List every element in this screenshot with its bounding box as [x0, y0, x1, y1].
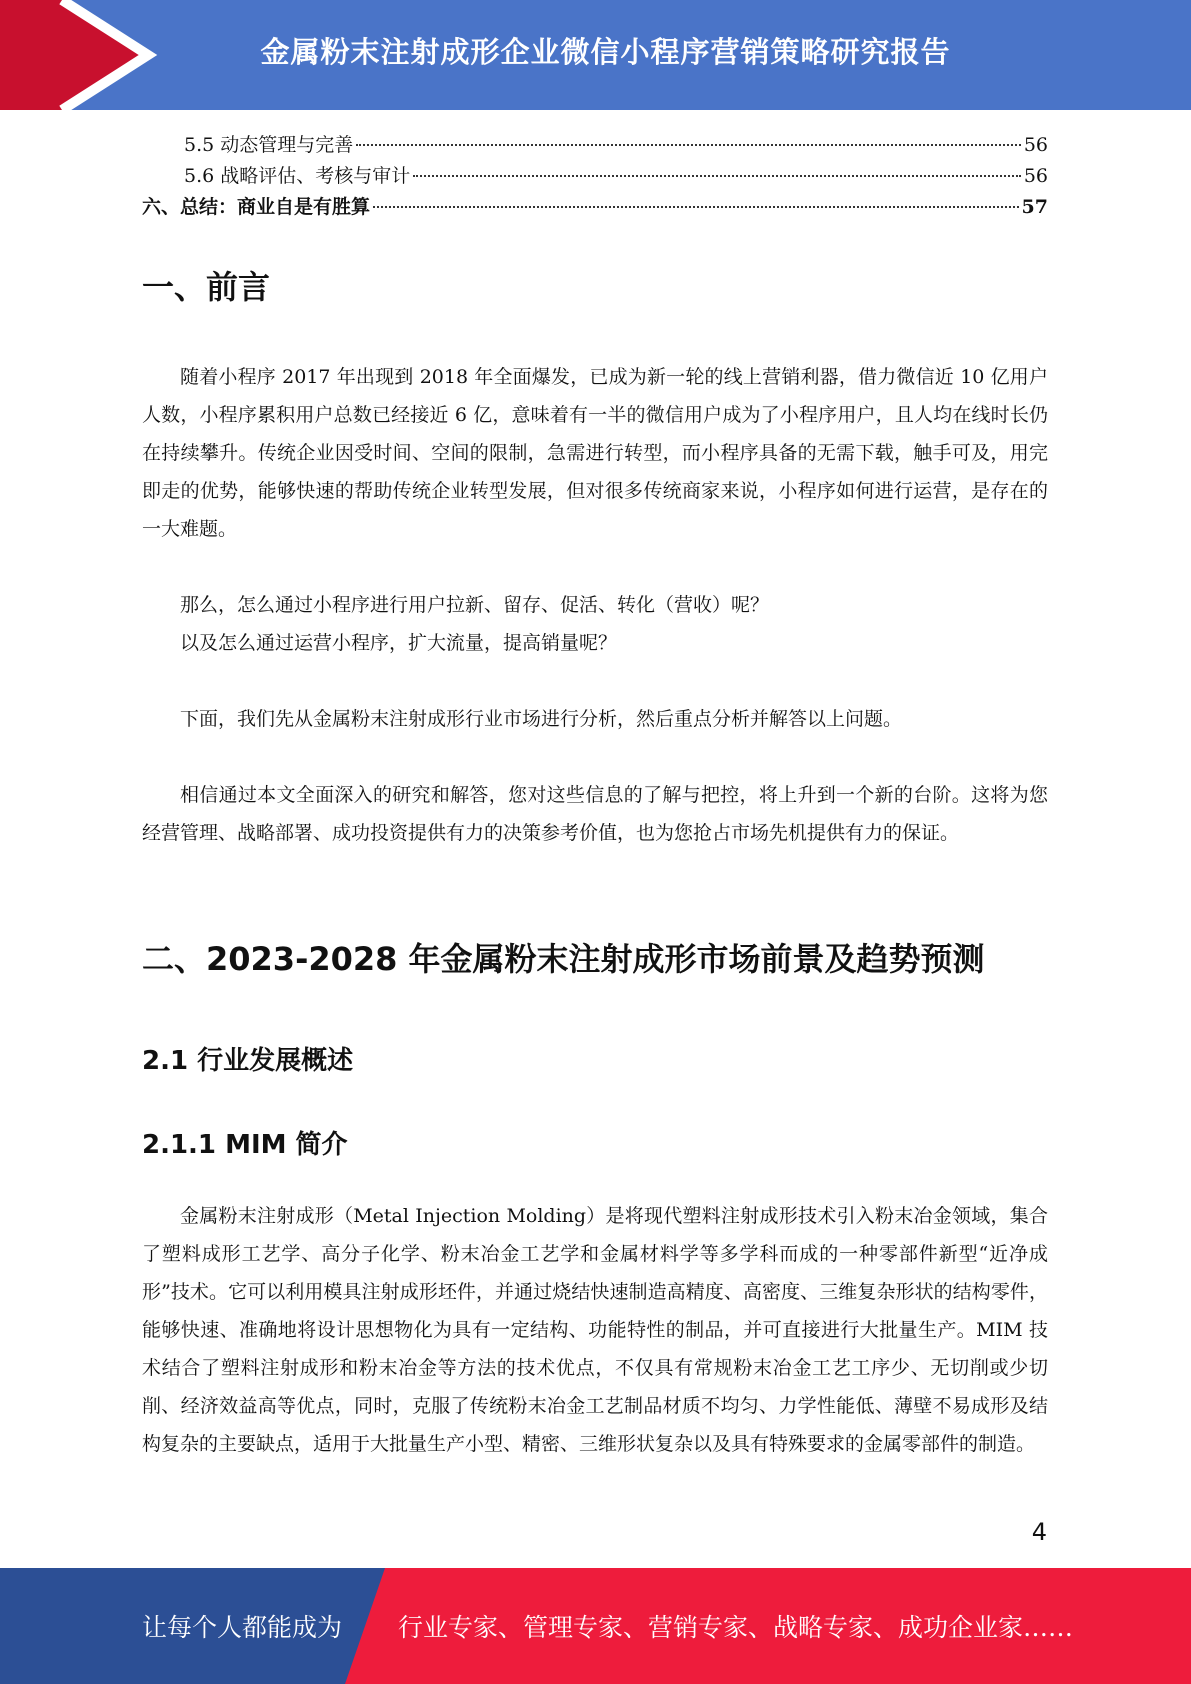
section-heading-preface: 一、前言 — [142, 268, 271, 306]
preface-paragraph-3: 以及怎么通过运营小程序，扩大流量，提高销量呢？ — [180, 632, 618, 654]
toc-entry[interactable] — [142, 192, 1048, 223]
footer-banner — [0, 1568, 1191, 1684]
preface-paragraph-1: 随着小程序 2017 年出现到 2018 年全面爆发，已成为新一轮的线上营销利器，借力微信近 10 亿用户人数，小程序累积用户总数已经接近 6 亿，意味着有一半的微信用户成为了小程序用户，且人均在线时长仍在持续攀升。传统企业因受时间、空间的限制，急需进行转型，而小程序具备的无需下载，触手可及，用完即走的优势，能够快速的帮助传统企业转型发展，但对很多传统商家来说，小程序如何进行运营，是存在的一大难题。 — [142, 366, 1048, 540]
toc-leader-dots — [356, 144, 1021, 146]
toc-leader-dots — [413, 175, 1021, 177]
subsection-heading-mim: 2.1.1 MIM 简介 — [142, 1130, 348, 1160]
section-heading-market: 二、2023-2028 年金属粉末注射成形市场前景及趋势预测 — [142, 940, 985, 978]
preface-paragraph-4: 下面，我们先从金属粉末注射成形行业市场进行分析，然后重点分析并解答以上问题。 — [180, 708, 903, 730]
table-of-contents — [142, 130, 1048, 223]
toc-entry[interactable] — [142, 161, 1048, 192]
toc-entry-page: 56 — [1023, 165, 1048, 187]
footer-slogan-left: 让每个人都能成为 — [142, 1613, 343, 1642]
preface-paragraph-2: 那么，怎么通过小程序进行用户拉新、留存、促活、转化（营收）呢？ — [180, 594, 770, 616]
toc-entry-label: 5.6 战略评估、考核与审计 — [184, 165, 411, 187]
toc-entry-label: 5.5 动态管理与完善 — [184, 134, 354, 156]
preface-paragraph-5: 相信通过本文全面深入的研究和解答，您对这些信息的了解与把控，将上升到一个新的台阶。这将为您经营管理、战略部署、成功投资提供有力的决策参考价值，也为您抢占市场先机提供有力的保证。 — [142, 784, 1048, 844]
page-number: 4 — [1031, 1518, 1047, 1546]
mim-paragraph: 金属粉末注射成形（Metal Injection Molding）是将现代塑料注射成形技术引入粉末冶金领域，集合了塑料成形工艺学、高分子化学、粉末冶金工艺学和金属材料学等多学科而成的一种零部件新型“近净成形”技术。它可以利用模具注射成形坯件，并通过烧结快速制造高精度、高密度、三维复杂形状的结构零件，能够快速、准确地将设计思想物化为具有一定结构、功能特性的制品，并可直接进行大批量生产。MIM 技术结合了塑料注射成形和粉末冶金等方法的技术优点，不仅具有常规粉末冶金工艺工序少、无切削或少切削、经济效益高等优点，同时，克服了传统粉末冶金工艺制品材质不均匀、力学性能低、薄壁不易成形及结构复杂的主要缺点，适用于大批量生产小型、精密、三维形状复杂以及具有特殊要求的金属零部件的制造。 — [142, 1205, 1048, 1455]
toc-entry[interactable] — [142, 130, 1048, 161]
toc-entry-page: 56 — [1023, 134, 1048, 156]
toc-leader-dots — [373, 206, 1019, 208]
report-title: 金属粉末注射成形企业微信小程序营销策略研究报告 — [260, 35, 951, 69]
footer-slogan-right: 行业专家、管理专家、营销专家、战略专家、成功企业家…… — [398, 1613, 1074, 1642]
header-banner — [0, 0, 1191, 110]
toc-entry-label: 六、总结：商业自是有胜算 — [142, 196, 371, 218]
subsection-heading-overview: 2.1 行业发展概述 — [142, 1046, 354, 1076]
toc-entry-page: 57 — [1021, 196, 1048, 218]
